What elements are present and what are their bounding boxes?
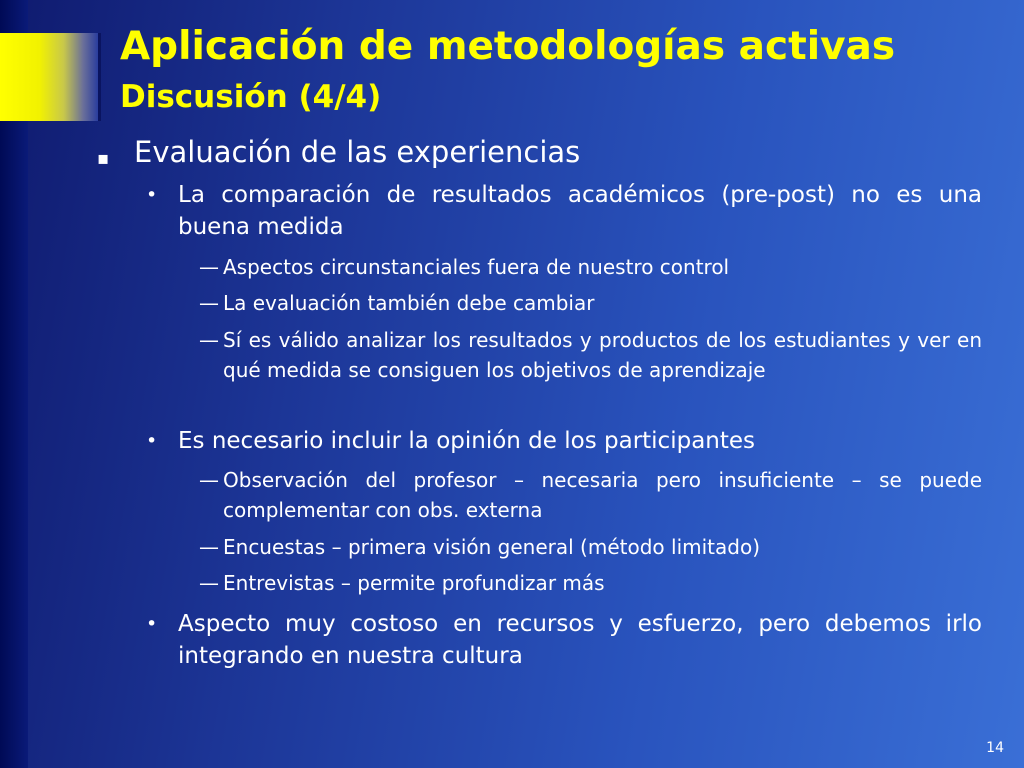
round-bullet-icon: • — [146, 430, 158, 452]
sub-bullet-item-text: Entrevistas – permite profundizar más — [223, 571, 605, 595]
bullet-heading-text: Evaluación de las experiencias — [134, 135, 581, 169]
sub-bullet-item-text: Aspectos circunstanciales fuera de nuestro control — [223, 255, 730, 279]
sub-bullet-item-text: La evaluación también debe cambiar — [223, 291, 595, 315]
dash-bullet-icon: — — [199, 571, 219, 595]
round-bullet-icon: • — [146, 184, 158, 206]
bullet-item-text: La comparación de resultados académicos (pre-post) no es una buena medida — [178, 182, 982, 240]
dash-bullet-icon: — — [199, 328, 219, 352]
slide-title: Aplicación de metodologías activas — [120, 24, 896, 69]
bullet-item — [146, 608, 982, 672]
bullet-item-text: Aspecto muy costoso en recursos y esfuerzo, pero debemos irlo integrando en nuestra cultura — [178, 611, 982, 669]
sub-bullet-item-text: Encuestas – primera visión general (método limitado) — [223, 535, 760, 559]
sub-bullet-item — [199, 325, 982, 385]
square-bullet-icon: ▪ — [97, 148, 110, 169]
round-bullet-icon: • — [146, 613, 158, 635]
sub-bullet-item-text: Observación del profesor – necesaria pero insuficiente – se puede complementar con obs. externa — [223, 468, 982, 522]
sub-bullet-item-text: Sí es válido analizar los resultados y productos de los estudiantes y ver en qué medida se consiguen los objetivos de aprendizaje — [223, 328, 982, 382]
sub-bullet-item — [199, 568, 982, 598]
dash-bullet-icon: — — [199, 468, 219, 492]
dash-bullet-icon: — — [199, 255, 219, 279]
sub-bullet-item — [199, 532, 982, 562]
bullet-item — [146, 425, 982, 457]
dash-bullet-icon: — — [199, 535, 219, 559]
sub-bullet-item — [199, 465, 982, 525]
bullet-item — [146, 179, 982, 243]
sub-bullet-item — [199, 252, 982, 282]
page-number: 14 — [986, 740, 1004, 756]
dash-bullet-icon: — — [199, 291, 219, 315]
bullet-item-text: Es necesario incluir la opinión de los participantes — [178, 428, 756, 454]
sub-bullet-item — [199, 288, 982, 318]
slide-subtitle: Discusión (4/4) — [120, 79, 382, 115]
